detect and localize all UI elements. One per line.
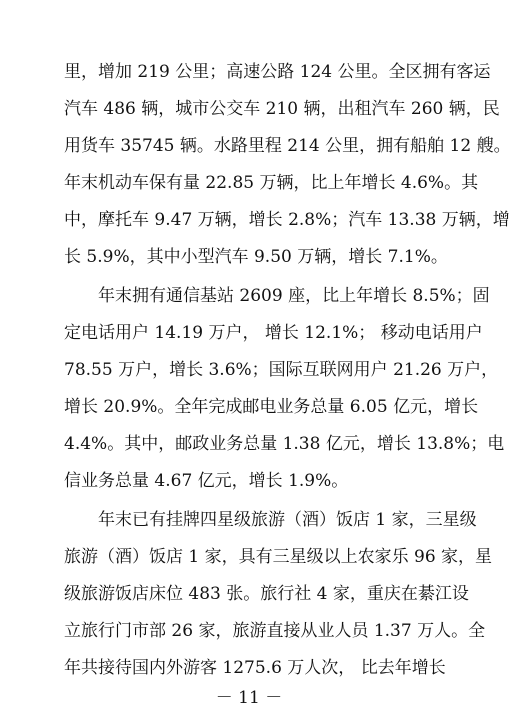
paragraph-2-line-4: 增长 20.9%。全年完成邮电业务总量 6.05 亿元，增长 xyxy=(64,397,479,417)
paragraph-1-line-5: 中，摩托车 9.47 万辆，增长 2.8%；汽车 13.38 万辆，增 xyxy=(64,210,510,230)
paragraph-3-line-5: 年共接待国内外游客 1275.6 万人次， 比去年增长 xyxy=(64,658,446,678)
paragraph-3-line-3: 级旅游饭店床位 483 张。旅行社 4 家，重庆在綦江设 xyxy=(64,584,469,604)
paragraph-3-line-1: 年末已有挂牌四星级旅游（酒）饭店 1 家，三星级 xyxy=(98,510,477,530)
paragraph-2-line-5: 4.4%。其中，邮政业务总量 1.38 亿元，增长 13.8%；电 xyxy=(64,434,505,454)
paragraph-2-line-3: 78.55 万户，增长 3.6%；国际互联网用户 21.26 万户， xyxy=(64,360,499,380)
paragraph-2-line-6: 信业务总量 4.67 亿元，增长 1.9%。 xyxy=(64,471,349,491)
paragraph-1-line-1: 里，增加 219 公里；高速公路 124 公里。全区拥有客运 xyxy=(64,62,491,82)
paragraph-1-line-2: 汽车 486 辆，城市公交车 210 辆，出租汽车 260 辆，民 xyxy=(64,99,500,119)
paragraph-2-line-1: 年末拥有通信基站 2609 座，比上年增长 8.5%；固 xyxy=(98,286,490,306)
paragraph-1-line-4: 年末机动车保有量 22.85 万辆，比上年增长 4.6%。其 xyxy=(64,173,479,193)
paragraph-3-line-4: 立旅行门市部 26 家，旅游直接从业人员 1.37 万人。全 xyxy=(64,621,486,641)
paragraph-1-line-3: 用货车 35745 辆。水路里程 214 公里，拥有船舶 12 艘。 xyxy=(64,136,511,156)
paragraph-3-line-2: 旅游（酒）饭店 1 家，具有三星级以上农家乐 96 家，星 xyxy=(64,547,493,567)
paragraph-1-line-6: 长 5.9%，其中小型汽车 9.50 万辆，增长 7.1%。 xyxy=(64,247,448,267)
page-number: － 11 － xyxy=(215,688,283,708)
paragraph-2-line-2: 定电话用户 14.19 万户， 增长 12.1%； 移动电话用户 xyxy=(64,323,483,343)
